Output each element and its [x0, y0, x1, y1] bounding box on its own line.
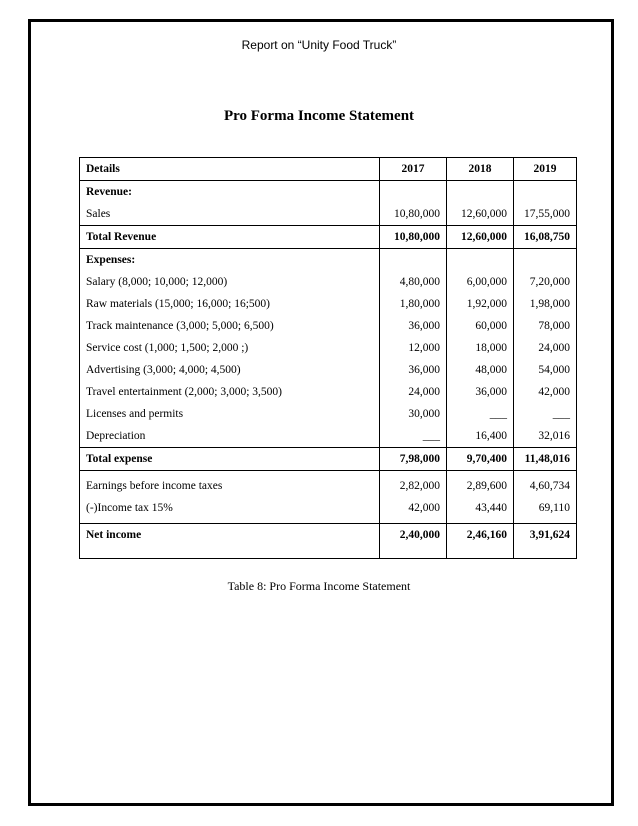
- expense-value-2017: 36,000: [408, 320, 440, 332]
- expense-value-2019: 24,000: [538, 342, 570, 354]
- total-expense-2018: 9,70,400: [447, 448, 514, 471]
- ebit-2017: 2,82,000: [399, 480, 440, 492]
- column-header-2019: 2019: [514, 158, 577, 181]
- expense-value-2018: ___: [489, 408, 507, 420]
- total-revenue-2018: 12,60,000: [447, 226, 514, 249]
- revenue-heading: Revenue:: [86, 186, 132, 198]
- net-income-label: Net income: [80, 524, 380, 559]
- expense-value-2017: 12,000: [408, 342, 440, 354]
- revenue-section: [80, 181, 577, 226]
- expense-value-2019: 7,20,000: [529, 276, 570, 288]
- total-expense-2017: 7,98,000: [380, 448, 447, 471]
- expense-label: Salary (8,000; 10,000; 12,000): [86, 276, 228, 288]
- expense-value-2017: 30,000: [408, 408, 440, 420]
- net-income-2018: 2,46,160: [447, 524, 514, 559]
- total-revenue-row: [80, 226, 577, 249]
- expense-value-2018: 1,92,000: [466, 298, 507, 310]
- table-caption: Table 8: Pro Forma Income Statement: [227, 579, 411, 593]
- revenue-value-2018: 12,60,000: [461, 208, 507, 220]
- column-header-2017: 2017: [380, 158, 447, 181]
- expense-value-2017: 24,000: [408, 386, 440, 398]
- expense-value-2019: ___: [552, 408, 570, 420]
- expense-label: Service cost (1,000; 1,500; 2,000 ;): [86, 342, 249, 354]
- expenses-heading: Expenses:: [86, 254, 136, 266]
- revenue-value-2017: 10,80,000: [394, 208, 440, 220]
- total-expense-row: [80, 448, 577, 471]
- expense-value-2017: 36,000: [408, 364, 440, 376]
- ebit-2018: 2,89,600: [466, 480, 507, 492]
- total-revenue-2017: 10,80,000: [380, 226, 447, 249]
- expense-value-2019: 1,98,000: [529, 298, 570, 310]
- expense-value-2017: 1,80,000: [399, 298, 440, 310]
- total-revenue-label: Total Revenue: [80, 226, 380, 249]
- column-header-2018: 2018: [447, 158, 514, 181]
- expense-label: Travel entertainment (2,000; 3,000; 3,500): [86, 386, 282, 398]
- earnings-section: [80, 471, 577, 524]
- statement-title: Pro Forma Income Statement: [223, 108, 415, 124]
- tax-2017: 42,000: [408, 502, 440, 514]
- expense-value-2018: 18,000: [475, 342, 507, 354]
- expense-label: Licenses and permits: [86, 408, 184, 420]
- total-expense-label: Total expense: [80, 448, 380, 471]
- expense-label: Raw materials (15,000; 16,000; 16;500): [86, 298, 270, 310]
- expense-value-2018: 16,400: [475, 430, 507, 442]
- revenue-value-2019: 17,55,000: [524, 208, 570, 220]
- expense-value-2018: 36,000: [475, 386, 507, 398]
- ebit-label: Earnings before income taxes: [86, 480, 223, 492]
- expense-label: Track maintenance (3,000; 5,000; 6,500): [86, 320, 274, 332]
- expense-value-2019: 54,000: [538, 364, 570, 376]
- expense-label: Advertising (3,000; 4,000; 4,500): [86, 364, 241, 376]
- expense-value-2019: 78,000: [538, 320, 570, 332]
- expense-value-2017: 4,80,000: [399, 276, 440, 288]
- expense-value-2018: 48,000: [475, 364, 507, 376]
- tax-label: (-)Income tax 15%: [86, 502, 173, 514]
- column-header-details: Details: [80, 158, 380, 181]
- expense-value-2019: 32,016: [538, 430, 570, 442]
- expense-value-2018: 60,000: [475, 320, 507, 332]
- net-income-2017: 2,40,000: [380, 524, 447, 559]
- revenue-label: Sales: [86, 208, 111, 220]
- expense-label: Depreciation: [86, 430, 146, 442]
- total-expense-2019: 11,48,016: [514, 448, 577, 471]
- total-revenue-2019: 16,08,750: [514, 226, 577, 249]
- net-income-2019: 3,91,624: [514, 524, 577, 559]
- tax-2019: 69,110: [538, 502, 570, 514]
- expense-value-2018: 6,00,000: [466, 276, 507, 288]
- expense-value-2019: 42,000: [538, 386, 570, 398]
- income-statement-table: [79, 157, 577, 559]
- net-income-row: [80, 524, 577, 559]
- table-header-row: [80, 158, 577, 181]
- ebit-2019: 4,60,734: [529, 480, 570, 492]
- report-header: Report on “Unity Food Truck”: [241, 38, 397, 52]
- expense-value-2017: ___: [422, 430, 440, 442]
- expenses-section: [80, 249, 577, 448]
- tax-2018: 43,440: [475, 502, 507, 514]
